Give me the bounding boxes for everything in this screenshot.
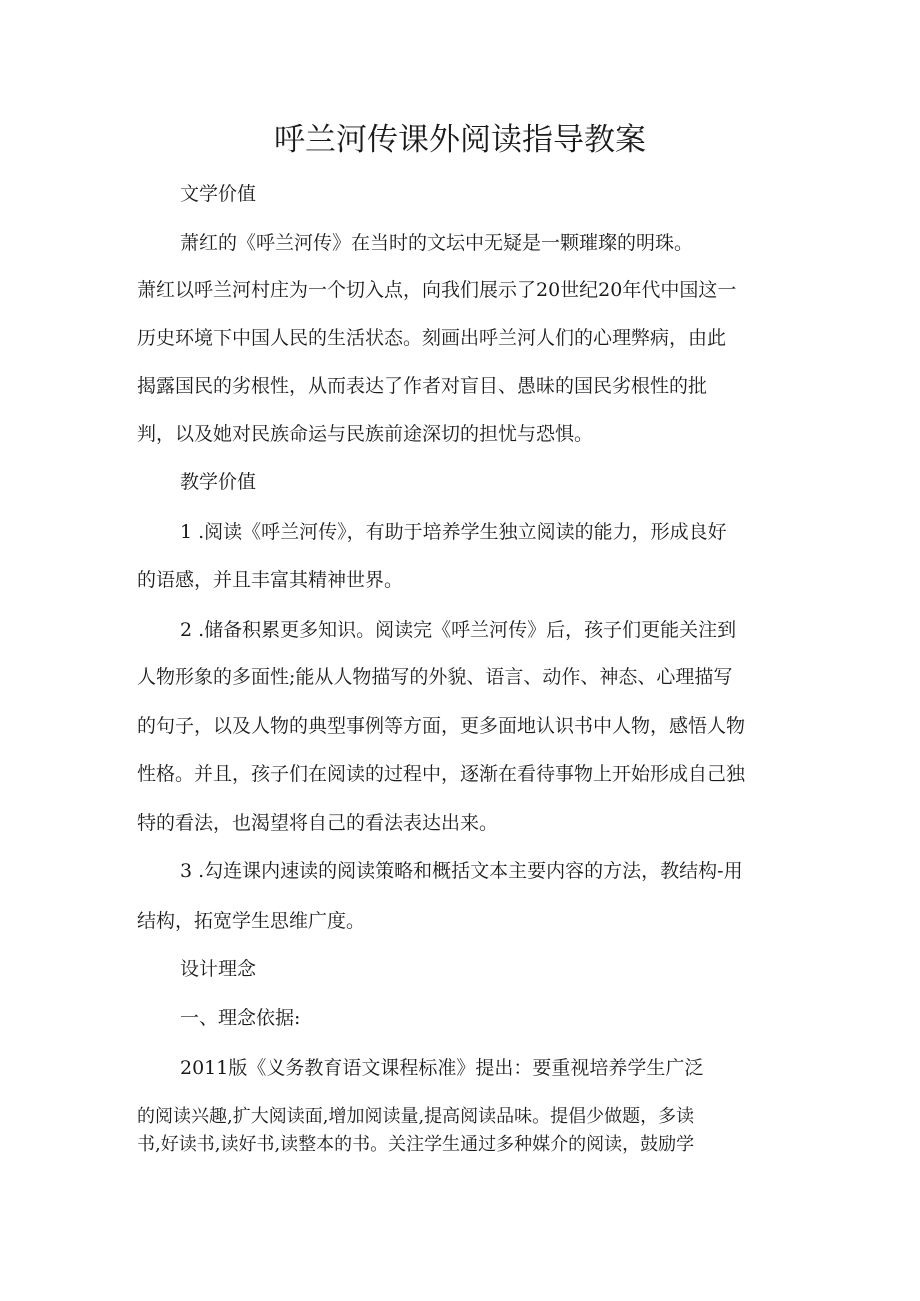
paragraph-line: 的句子，以及人物的典型事例等方面，更多面地认识书中人物，感悟人物 (137, 715, 746, 737)
heading-teaching-value: 教学价值 (180, 471, 257, 493)
paragraph-line: 结构，拓宽学生思维广度。 (137, 910, 366, 932)
paragraph-line: 2011版《义务教育语文课程标准》提出：要重视培养学生广泛 (180, 1057, 704, 1079)
paragraph-line: 的语感，并且丰富其精神世界。 (137, 569, 404, 591)
paragraph-line: 3 .勾连课内速读的阅读策略和概括文本主要内容的方法，教结构-用 (180, 860, 743, 882)
paragraph-line: 历史环境下中国人民的生活状态。刻画出呼兰河人们的心理弊病，由此 (137, 327, 727, 349)
paragraph-line: 特的看法，也渴望将自己的看法表达出来。 (137, 812, 499, 834)
paragraph-line: 萧红的《呼兰河传》在当时的文坛中无疑是一颗璀璨的明珠。 (180, 232, 694, 254)
paragraph-line: 萧红以呼兰河村庄为一个切入点，向我们展示了20世纪20年代中国这一 (137, 279, 737, 301)
paragraph-line: 性格。并且，孩子们在阅读的过程中，逐渐在看待事物上开始形成自己独 (137, 763, 746, 785)
document-title: 呼兰河传课外阅读指导教案 (274, 122, 646, 158)
paragraph-line: 1 .阅读《呼兰河传》，有助于培养学生独立阅读的能力，形成良好 (180, 521, 727, 543)
paragraph-line: 揭露国民的劣根性，从而表达了作者对盲目、愚昧的国民劣根性的批 (137, 375, 708, 397)
heading-design-concept: 设计理念 (180, 958, 257, 980)
paragraph-line: 的阅读兴趣,扩大阅读面,增加阅读量,提高阅读品味。提倡少做题，多读 (137, 1106, 695, 1127)
paragraph-line: 书,好读书,读好书,读整本的书。关注学生通过多种媒介的阅读，鼓励学 (137, 1134, 695, 1155)
paragraph-line: 判，以及她对民族命运与民族前途深切的担忧与恐惧。 (137, 423, 594, 445)
paragraph-line: 人物形象的多面性;能从人物描写的外貌、语言、动作、神态、心理描写 (137, 666, 733, 688)
heading-concept-basis: 一、理念依据: (180, 1007, 301, 1029)
paragraph-line: 2 .储备积累更多知识。阅读完《呼兰河传》后，孩子们更能关注到 (180, 619, 737, 641)
heading-literary-value: 文学价值 (180, 183, 257, 205)
